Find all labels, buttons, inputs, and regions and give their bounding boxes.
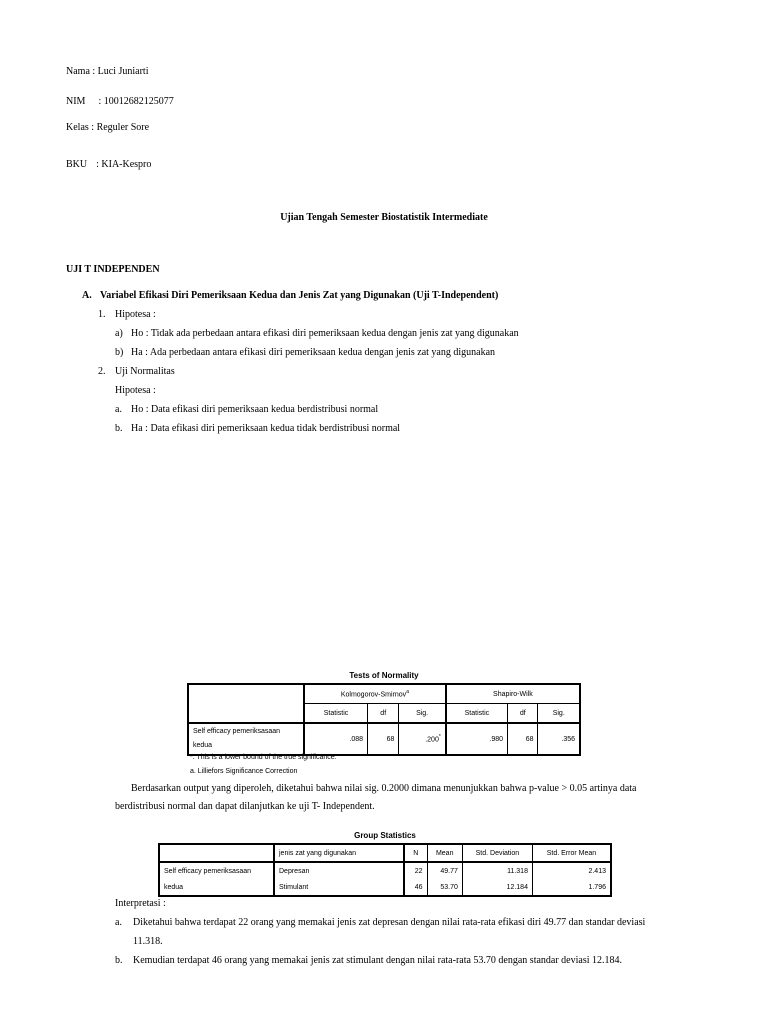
item2-marker: 2. xyxy=(98,366,106,377)
normality-group1-header: Kolmogorov-Smirnov$^a$ xyxy=(304,684,446,704)
bku-sep: : xyxy=(96,159,99,170)
bku-label: BKU xyxy=(66,159,88,170)
interpretasi-b-text: Kemudian terdapat 46 orang yang memakai jenis zat stimulant dengan nilai rata-rata 53.70 dengan standar deviasi 12.184. xyxy=(133,955,623,966)
item2b-text: Ha : Data efikasi diri pemeriksaan kedua tidak berdistribusi normal xyxy=(131,423,401,434)
kelas-line xyxy=(66,122,149,133)
group-col-n: N xyxy=(404,844,427,862)
item2a-marker: a. xyxy=(115,404,122,415)
nim-value: 10012682125077 xyxy=(103,96,174,107)
group-stimulant-se: 1.796 xyxy=(532,879,611,896)
group-row-label-1: Self efficacy pemeriksasaan xyxy=(159,862,274,879)
kelas-sep: : xyxy=(91,122,95,133)
item1a-text: Ho : Tidak ada perbedaan antara efikasi diri pemeriksaan kedua dengan jenis zat yang digunakan xyxy=(131,328,519,339)
group-row-stimulant: Stimulant xyxy=(274,879,404,896)
group-row-label-2: kedua xyxy=(159,879,274,896)
group-depresan-sd: 11.318 xyxy=(462,862,532,879)
group-stimulant-sd: 12.184 xyxy=(462,879,532,896)
normality-col-sig-sw: Sig. xyxy=(538,704,580,724)
group-row-depresan: Depresan xyxy=(274,862,404,879)
interpretasi-a-line-2: 11.318. xyxy=(133,936,163,947)
normality-sw-sig: .356 xyxy=(538,723,580,755)
section-heading: UJI T INDEPENDEN xyxy=(66,264,160,275)
group-corner-cell xyxy=(159,844,274,862)
document-title: Ujian Tengah Semester Biostatistik Intermediate xyxy=(280,212,488,223)
normality-footnote-1: *. This is a lower bound of the true significance. xyxy=(190,754,337,761)
normality-sw-df: 68 xyxy=(508,723,538,755)
group-stimulant-mean: 53.70 xyxy=(427,879,462,896)
interpretasi-a-marker: a. xyxy=(115,917,122,928)
subsection-a-marker: A. xyxy=(82,290,92,301)
interpretasi-heading: Interpretasi : xyxy=(115,898,166,909)
bku-line xyxy=(66,159,151,170)
nama-label: Nama xyxy=(66,66,90,77)
normality-ks-statistic: .088 xyxy=(304,723,368,755)
nim-line xyxy=(66,96,174,107)
item1a-marker: a) xyxy=(115,328,123,339)
group-depresan-se: 2.413 xyxy=(532,862,611,879)
interpretasi-a-line-1: Diketahui bahwa terdapat 22 orang yang memakai jenis zat depresan dengan nilai rata-rata efikasi diri 49.77 dan standar deviasi xyxy=(133,917,646,928)
item1-marker: 1. xyxy=(98,309,106,320)
group-depresan-mean: 49.77 xyxy=(427,862,462,879)
normality-corner-cell xyxy=(188,684,304,723)
interpretasi-b-marker: b. xyxy=(115,955,123,966)
result-paragraph-line-2: berdistribusi normal dan dapat dilanjutkan ke uji T- Independent. xyxy=(115,801,375,812)
nim-label: NIM xyxy=(66,96,86,107)
normality-group2-header: Shapiro-Wilk xyxy=(446,684,580,704)
group-table-title: Group Statistics xyxy=(354,831,416,840)
normality-col-sig: Sig. xyxy=(399,704,446,724)
normality-col-df: df xyxy=(368,704,399,724)
item2b-marker: b. xyxy=(115,423,123,434)
item1b-marker: b) xyxy=(115,347,124,358)
subsection-a-title: Variabel Efikasi Diri Pemeriksaan Kedua dan Jenis Zat yang Digunakan (Uji T-Independent) xyxy=(100,290,499,301)
item1-text: Hipotesa : xyxy=(115,309,156,320)
normality-row-label: Self efficacy pemeriksasaan kedua xyxy=(188,723,304,755)
kelas-value: Reguler Sore xyxy=(96,122,150,133)
normality-col-statistic: Statistic xyxy=(304,704,368,724)
normality-footnote-2: a. Lilliefors Significance Correction xyxy=(190,768,298,775)
nama-line xyxy=(66,66,149,77)
group-col-mean: Mean xyxy=(427,844,462,862)
item1b-text: Ha : Ada perbedaan antara efikasi diri pemeriksaan kedua dengan jenis zat yang digunakan xyxy=(131,347,496,358)
item2a-text: Ho : Data efikasi diri pemeriksaan kedua berdistribusi normal xyxy=(131,404,379,415)
nama-sep: : xyxy=(92,66,96,77)
kelas-label: Kelas xyxy=(66,122,89,133)
nama-value: Luci Juniarti xyxy=(97,66,149,77)
group-col-jenis: jenis zat yang digunakan xyxy=(274,844,404,862)
group-statistics-table xyxy=(158,843,612,897)
nim-sep: : xyxy=(98,96,102,107)
normality-sw-statistic: .980 xyxy=(446,723,508,755)
normality-col-df-sw: df xyxy=(508,704,538,724)
group-depresan-n: 22 xyxy=(404,862,427,879)
group-col-se: Std. Error Mean xyxy=(532,844,611,862)
normality-ks-df: 68 xyxy=(368,723,399,755)
normality-table xyxy=(187,683,581,756)
group-col-sd: Std. Deviation xyxy=(462,844,532,862)
normality-table-title: Tests of Normality xyxy=(349,671,419,680)
item2-hipotesa: Hipotesa : xyxy=(115,385,156,396)
bku-value: KIA-Kespro xyxy=(101,159,152,170)
group-stimulant-n: 46 xyxy=(404,879,427,896)
normality-col-statistic-sw: Statistic xyxy=(446,704,508,724)
item2-text: Uji Normalitas xyxy=(115,366,175,377)
normality-ks-sig: .200* xyxy=(399,723,446,755)
result-paragraph-line-1: Berdasarkan output yang diperoleh, diketahui bahwa nilai sig. 0.2000 dimana menunjukkan bahwa p-value > 0.05 artinya data xyxy=(131,783,637,794)
